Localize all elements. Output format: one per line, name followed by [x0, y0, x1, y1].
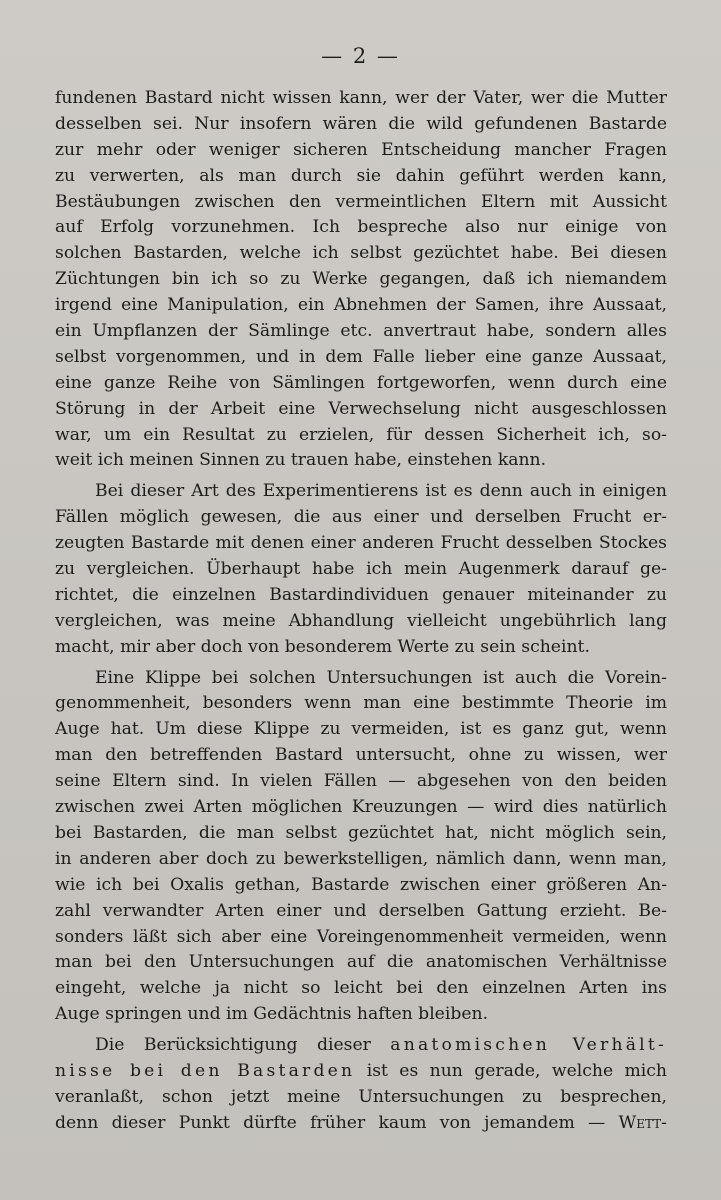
text-line: vergleichen, was meine Abhandlung vielleicht ungebührlich lang: [55, 610, 667, 631]
text-line: eine ganze Reihe von Sämlingen fortgeworfen, wenn durch eine: [55, 372, 667, 393]
text-line: zu verwerten, als man durch sie dahin geführt werden kann,: [55, 165, 667, 186]
text-line: fundenen Bastard nicht wissen kann, wer der Vater, wer die Mutter: [55, 88, 667, 108]
text-line: zeugten Bastarde mit denen einer anderen Frucht desselben Stockes: [55, 533, 667, 554]
text-line: Züchtungen bin ich so zu Werke gegangen, daß ich niemandem: [55, 269, 667, 290]
text-line: man bei den Untersuchungen auf die anatomischen Verhältnisse: [55, 952, 667, 973]
text-line: zu vergleichen. Überhaupt habe ich mein Augenmerk darauf ge-: [55, 559, 667, 580]
text-line: weit ich meinen Sinnen zu trauen habe, einstehen kann.: [55, 450, 547, 471]
text-line: irgend eine Manipulation, ein Abnehmen der Samen, ihre Aussaat,: [55, 295, 667, 316]
text-line: man den betreffenden Bastard untersucht, ohne zu wissen, wer: [55, 745, 667, 766]
text-line: seine Eltern sind. In vielen Fällen — abgesehen von den beiden: [55, 771, 667, 792]
text-line: [55, 1059, 667, 1085]
text-line: Auge springen und im Gedächtnis haften bleiben.: [55, 1004, 489, 1025]
emphasized-text: anatomischen Verhält-: [390, 1035, 667, 1056]
text-line: Eine Klippe bei solchen Untersuchungen ist auch die Vorein-: [95, 667, 667, 688]
text-line: sonders läßt sich aber eine Voreingenommenheit vermeiden, wenn: [55, 926, 667, 947]
text-line: in anderen aber doch zu bewerkstelligen, nämlich dann, wenn man,: [55, 848, 667, 869]
author-name: Wett-: [618, 1112, 667, 1133]
paragraph-3: [55, 666, 667, 1028]
text-line: Fällen möglich gewesen, die aus einer und derselben Frucht er-: [55, 507, 667, 528]
text-run: denn dieser Punkt dürfte früher kaum von jemandem —: [55, 1112, 619, 1133]
text-line: auf Erfolg vorzunehmen. Ich bespreche also nur einige von: [55, 217, 667, 238]
text-run: Die Berücksichtigung dieser: [95, 1035, 391, 1056]
text-line: ein Umpflanzen der Sämlinge etc. anvertraut habe, sondern alles: [55, 321, 667, 342]
text-line: [55, 1111, 667, 1137]
text-line: zur mehr oder weniger sicheren Entscheidung mancher Fragen: [55, 139, 667, 160]
text-line: eingeht, welche ja nicht so leicht bei den einzelnen Arten ins: [55, 978, 667, 999]
text-line: solchen Bastarden, welche ich selbst gezüchtet habe. Bei diesen: [55, 243, 667, 264]
paragraph-4: [55, 1033, 667, 1137]
text-line: genommenheit, besonders wenn man eine bestimmte Theorie im: [55, 693, 667, 714]
text-line: wie ich bei Oxalis gethan, Bastarde zwischen einer größeren An-: [55, 874, 667, 895]
text-line: bei Bastarden, die man selbst gezüchtet hat, nicht möglich sein,: [55, 822, 667, 843]
text-line: Bei dieser Art des Experimentierens ist es denn auch in einigen: [95, 481, 667, 502]
text-line: Auge hat. Um diese Klippe zu vermeiden, ist es ganz gut, wenn: [55, 719, 667, 740]
text-line: selbst vorgenommen, und in dem Falle lieber eine ganze Aussaat,: [55, 346, 667, 367]
text-line: war, um ein Resultat zu erzielen, für dessen Sicherheit ich, so-: [55, 424, 667, 445]
text-line: richtet, die einzelnen Bastardindividuen genauer miteinander zu: [55, 584, 667, 605]
text-line: zwischen zwei Arten möglichen Kreuzungen — wird dies natürlich: [55, 797, 667, 818]
paragraph-1: [55, 86, 667, 474]
page-number: — 2 —: [321, 44, 400, 68]
text-line: Bestäubungen zwischen den vermeintlichen Eltern mit Aussicht: [55, 191, 667, 212]
text-line: veranlaßt, schon jetzt meine Untersuchungen zu besprechen,: [55, 1086, 667, 1107]
text-line: Störung in der Arbeit eine Verwechselung nicht ausgeschlossen: [55, 398, 667, 419]
body-text: [55, 86, 667, 1137]
text-line: macht, mir aber doch von besonderem Werte zu sein scheint.: [55, 636, 590, 657]
paragraph-2: [55, 479, 667, 660]
text-run: ist es nun gerade, welche mich: [355, 1060, 667, 1081]
emphasized-text: nisse bei den Bastarden: [55, 1060, 356, 1081]
text-line: desselben sei. Nur insofern wären die wild gefundenen Bastarde: [55, 113, 667, 134]
text-line: [55, 1033, 667, 1059]
text-line: zahl verwandter Arten einer und derselben Gattung erzieht. Be-: [55, 900, 667, 921]
